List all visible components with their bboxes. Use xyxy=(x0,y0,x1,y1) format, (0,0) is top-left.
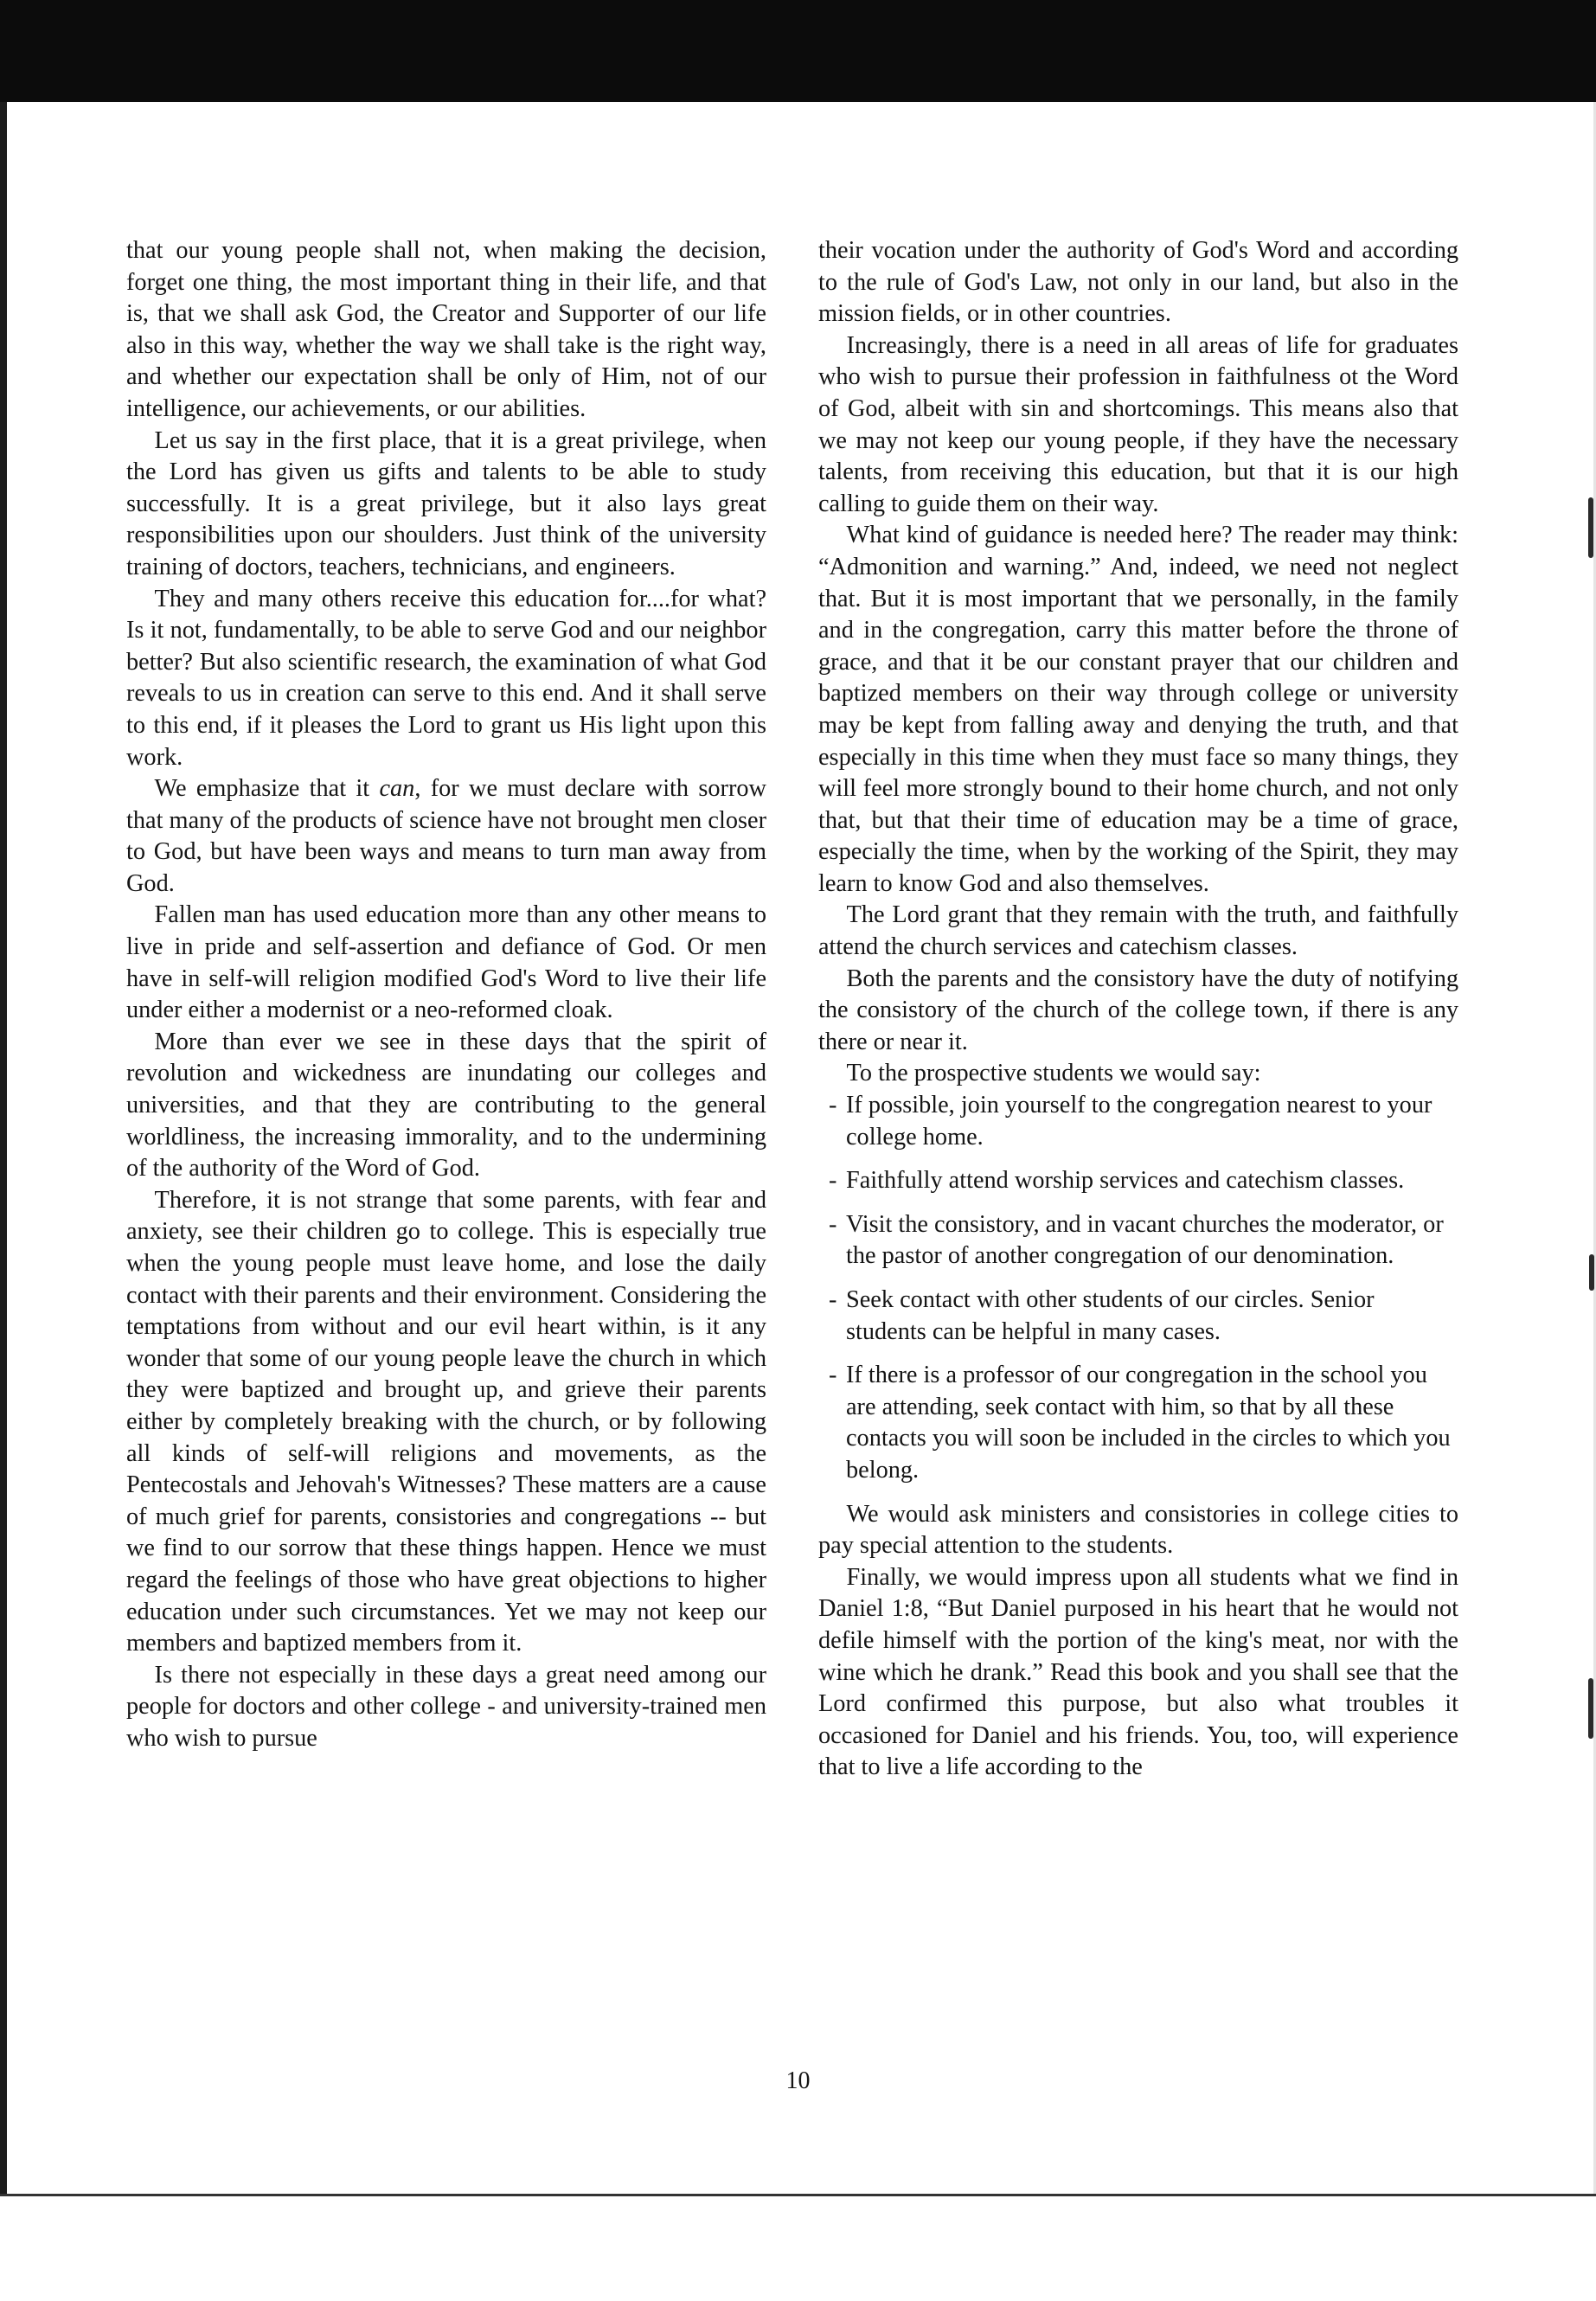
body-paragraph: More than ever we see in these days that the spirit of revolution and wickedness are inundating our colleges and universities, and that they are contributing to the general worldliness, the increasing immorality, and to the undermining of the authority of the Word of God. xyxy=(126,1028,766,1183)
list-item: - Seek contact with other students of our circles. Senior students can be helpful in many cases. xyxy=(846,1285,1458,1348)
body-paragraph: Fallen man has used education more than any other means to live in pride and self-assertion and defiance of God. Or men have in self-will religion modified God's Word to live their life under either a modernist or a neo-reformed cloak. xyxy=(126,901,766,1024)
body-paragraph xyxy=(126,773,766,900)
scan-border-top xyxy=(0,0,1596,102)
body-paragraph: They and many others receive this education for....for what? Is it not, fundamentally, to be able to serve God and our neighbor better? But also scientific research, the examination of what God reveals to us in creation can serve to this end. And it shall serve to this end, if it pleases the Lord to grant us His light upon this work. xyxy=(126,585,766,771)
page-number: 10 xyxy=(785,2067,811,2094)
body-paragraph: Is there not especially in these days a great need among our people for doctors and other college - and university-trained men who wish to pursue xyxy=(126,1661,766,1752)
body-paragraph: that our young people shall not, when making the decision, forget one thing, the most important thing in their life, and that is, that we shall ask God, the Creator and Supporter of our life also in this way, whether the way we shall take is the right way, and whether our expectation shall be only of Him, not of our intelligence, our achievements, or our abilities. xyxy=(126,237,766,422)
list-item: - Visit the consistory, and in vacant churches the moderator, or the pastor of another congregation of our denomination. xyxy=(846,1209,1458,1272)
paragraph-text: We emphasize that it xyxy=(154,775,380,803)
scan-border-left xyxy=(0,102,7,2195)
body-paragraph: their vocation under the authority of God's Word and according to the rule of God's Law, not only in our land, but also in the mission fields, or in other countries. xyxy=(818,237,1458,328)
scan-border-bottom xyxy=(0,2194,1596,2196)
list-item: - If possible, join yourself to the congregation nearest to your college home. xyxy=(846,1090,1458,1153)
body-paragraph: The Lord grant that they remain with the truth, and faithfully attend the church services and catechism classes. xyxy=(818,901,1458,961)
advice-list xyxy=(818,1090,1458,1487)
paragraph-text: , for we must declare with sorrow that many of the products of science have not brought men closer to God, but have been ways and means to turn man away from God. xyxy=(126,775,766,897)
body-paragraph: We would ask ministers and consistories in college cities to pay special attention to the students. xyxy=(818,1500,1458,1560)
list-item: - If there is a professor of our congregation in the school you are attending, seek contact with him, so that by all these contacts you will soon be included in the circles to which you belong. xyxy=(846,1360,1458,1486)
body-paragraph: Increasingly, there is a need in all areas of life for graduates who wish to pursue their profession in faithfulness ot the Word of God, albeit with sin and shortcomings. This means also that we may not keep our young people, if they have the necessary talents, from receiving this education, but that it is our high calling to guide them on their way. xyxy=(818,331,1458,517)
body-paragraph: Finally, we would impress upon all students what we find in Daniel 1:8, “But Daniel purposed in his heart that he would not defile himself with the portion of the king's meat, nor with the wine which he drank.” Read this book and you shall see that the Lord confirmed this purpose, but also what troubles it occasioned for Daniel and his friends. You, too, will experience that to live a life according to the xyxy=(818,1563,1458,1781)
scan-edge-mark xyxy=(1588,497,1593,558)
body-paragraph: Let us say in the first place, that it is a great privilege, when the Lord has given us gifts and talents to be able to study successfully. It is a great privilege, but it also lays great responsibilities upon our shoulders. Just think of the university training of doctors, teachers, technicians, and engineers. xyxy=(126,426,766,580)
body-paragraph: Both the parents and the consistory have the duty of notifying the consistory of the church of the college town, if there is any there or near it. xyxy=(818,965,1458,1055)
scan-edge-mark xyxy=(1588,1678,1593,1739)
body-paragraph: Therefore, it is not strange that some parents, with fear and anxiety, see their children go to college. This is especially true when the young people must leave home, and lose the daily contact with their parents and their environment. Considering the temptations from without and our evil heart within, is it any wonder that some of our young people leave the church in which they were baptized and brought up, and grieve their parents either by completely breaking with the church, or by following all kinds of self-will religions and movements, as the Pentecostals and Jehovah's Witnesses? These matters are a cause of much grief for parents, consistories and congregations -- but we find to our sorrow that these things happen. Hence we must regard the feelings of those who have great objections to higher education under such circumstances. Yet we may not keep our members and baptized members from it. xyxy=(126,1186,766,1657)
left-column xyxy=(126,235,766,1755)
emphasized-word: can xyxy=(379,775,415,803)
list-intro: To the prospective students we would say: xyxy=(846,1060,1261,1087)
right-column xyxy=(818,235,1458,1784)
body-paragraph: What kind of guidance is needed here? The reader may think: “Admonition and warning.” And, indeed, we need not neglect that. But it is most important that we personally, in the family and in the congregation, carry this matter before the throne of grace, and that it be our constant prayer that our children and baptized members on their way through college or university may be kept from falling away and denying the truth, and that especially in this time when they must face so many things, they will feel more strongly bound to their home church, and not only that, but that their time of education may be a time of grace, especially the time, when by the working of the Spirit, they may learn to know God and also themselves. xyxy=(818,522,1458,897)
list-item: - Faithfully attend worship services and catechism classes. xyxy=(846,1165,1458,1197)
scan-edge-mark xyxy=(1589,1254,1594,1291)
